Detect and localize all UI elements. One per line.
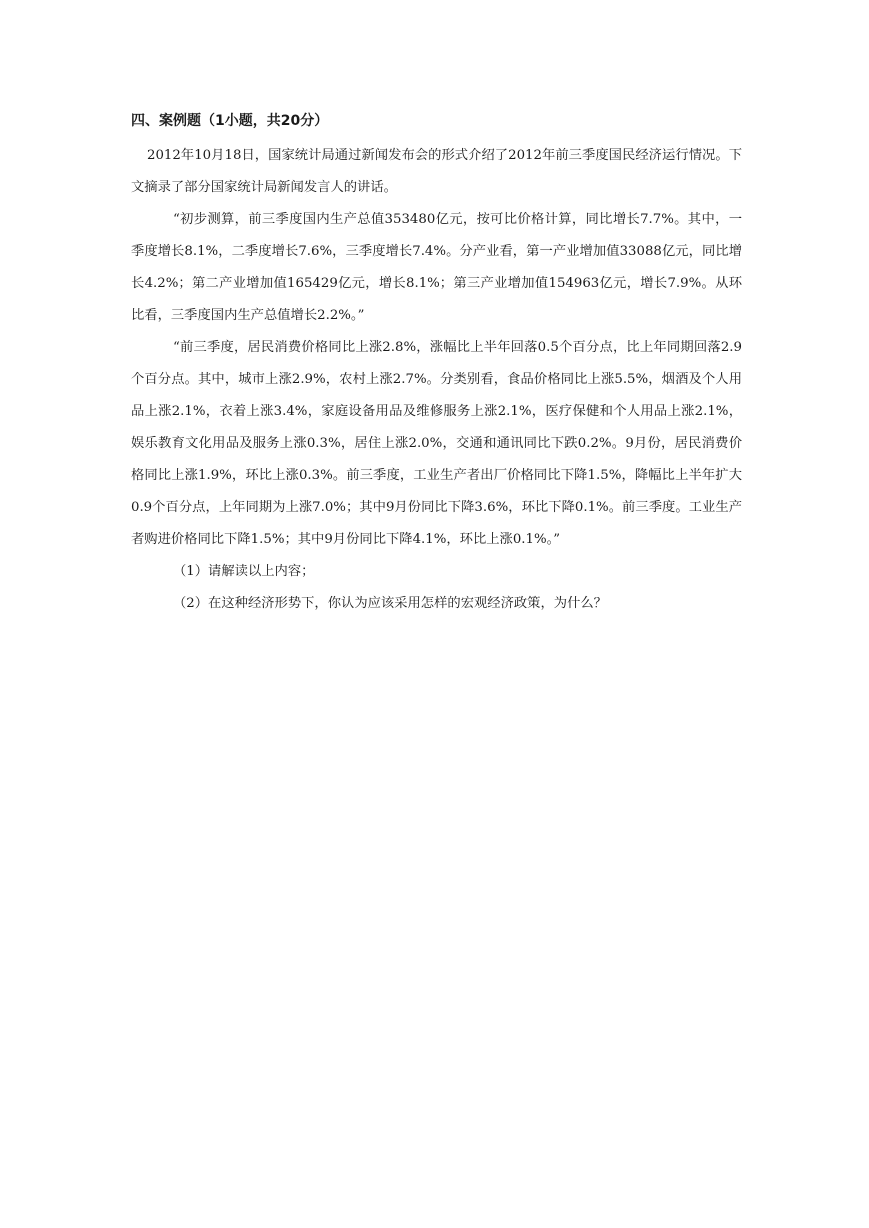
case-study-section [131, 108, 742, 620]
section-heading: 四、案例题（1小题，共20分） [131, 113, 329, 129]
quote-prices-paragraph: “前三季度，居民消费价格同比上涨2.8%，涨幅比上半年回落0.5个百分点，比上年同期回落2.9个百分点。其中，城市上涨2.9%，农村上涨2.7%。分类别看，食品价格同比上涨5.5%，烟酒及个人用品上涨2.1%，衣着上涨3.4%，家庭设备用品及维修服务上涨2.1%，医疗保健和个人用品上涨2.1%，娱乐教育文化用品及服务上涨0.3%，居住上涨2.0%，交通和通讯同比下跌0.2%。9月份，居民消费价格同比上涨1.9%，环比上涨0.3%。前三季度，工业生产者出厂价格同比下降1.5%，降幅比上半年扩大0.9个百分点，上年同期为上涨7.0%；其中9月份同比下降3.6%，环比下降0.1%。前三季度。工业生产者购进价格同比下降1.5%；其中9月份同比下降4.1%，环比上涨0.1%。” [131, 340, 742, 547]
intro-paragraph: 2012年10月18日，国家统计局通过新闻发布会的形式介绍了2012年前三季度国民经济运行情况。下文摘录了部分国家统计局新闻发言人的讲话。 [131, 148, 742, 195]
question-2: （2）在这种经济形势下，你认为应该采用怎样的宏观经济政策，为什么？ [173, 596, 607, 611]
quote-gdp-paragraph: “初步测算，前三季度国内生产总值353480亿元，按可比价格计算，同比增长7.7%。其中，一季度增长8.1%，二季度增长7.6%，三季度增长7.4%。分产业看，第一产业增加值33088亿元，同比增长4.2%；第二产业增加值165429亿元，增长8.1%；第三产业增加值154963亿元，增长7.9%。从环比看，三季度国内生产总值增长2.2%。” [131, 212, 742, 323]
question-1: （1）请解读以上内容； [173, 564, 315, 579]
